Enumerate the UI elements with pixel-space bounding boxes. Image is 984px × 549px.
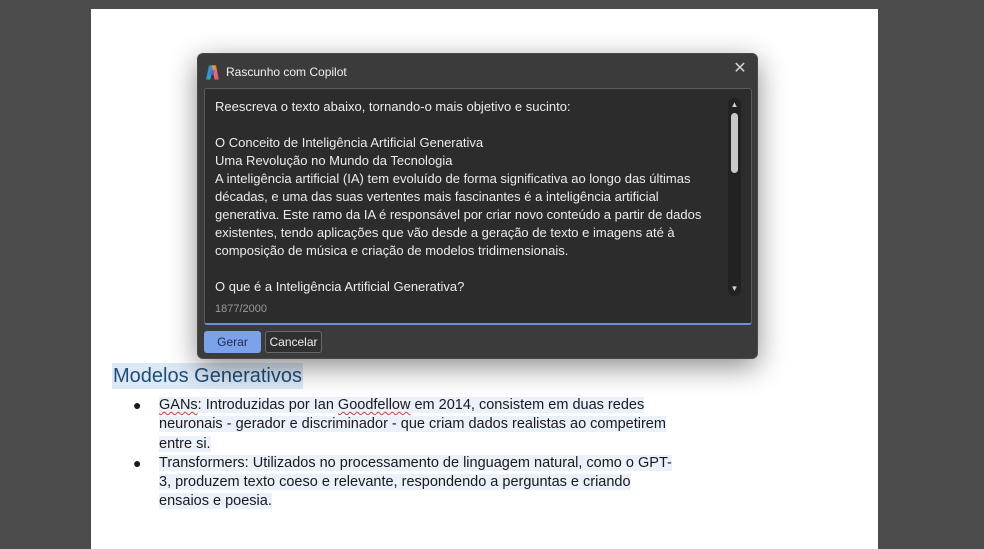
text-segment: em 2014, consistem em duas redes neuronais - gerador e discriminador - que criam dados realistas ao competirem entre si.	[159, 397, 666, 452]
scrollbar[interactable]	[728, 98, 741, 296]
bullet-icon: ●	[133, 397, 142, 413]
close-icon: ✕	[733, 60, 747, 77]
list-item-text	[159, 397, 666, 452]
close-button[interactable]	[731, 60, 749, 78]
document-heading[interactable]: Modelos Generativos	[113, 365, 302, 387]
copilot-draft-dialog	[197, 53, 758, 359]
cancel-button[interactable]: Cancelar	[265, 331, 322, 353]
list-item[interactable]	[135, 454, 675, 512]
document-bullet-list	[135, 396, 675, 512]
list-item[interactable]	[135, 396, 675, 454]
prompt-text: Reescreva o texto abaixo, tornando-o mais objetivo e sucinto: O Conceito de Inteligência Artificial Generativa Uma Revolução no Mundo da Tecnologia A inteligência artificial (IA) tem evoluído de forma significativa ao longo das últimas décadas, e uma das suas vertentes mais fascinantes é a inteligência artificial generativa. Este ramo da IA é responsável por criar novo conteúdo a partir de dados existentes, tendo aplicações que vão desde a geração de texto e imagens até à composição de música e criação de modelos tridimensionais. O que é a Inteligência Artificial Generativa?	[215, 99, 702, 294]
text-segment: : Introduzidas por Ian	[197, 397, 338, 413]
list-item-text: Transformers: Utilizados no processamento de linguagem natural, como o GPT-3, produzem texto coeso e relevante, respondendo a perguntas e criando ensaios e poesia.	[159, 454, 672, 510]
generate-button[interactable]: Gerar	[204, 331, 261, 353]
copilot-logo-icon	[204, 64, 221, 81]
dialog-title: Rascunho com Copilot	[226, 65, 347, 79]
scroll-thumb[interactable]	[731, 113, 738, 173]
misspelled-word: GANs	[159, 397, 198, 413]
scroll-up-arrow-icon[interactable]: ▲	[730, 100, 739, 109]
character-count: 1877/2000	[215, 303, 267, 315]
dialog-header	[204, 63, 347, 81]
prompt-textarea[interactable]	[204, 88, 752, 325]
misspelled-word: Goodfellow	[337, 397, 411, 413]
scroll-down-arrow-icon[interactable]: ▼	[730, 284, 739, 293]
bullet-icon: ●	[133, 454, 142, 471]
